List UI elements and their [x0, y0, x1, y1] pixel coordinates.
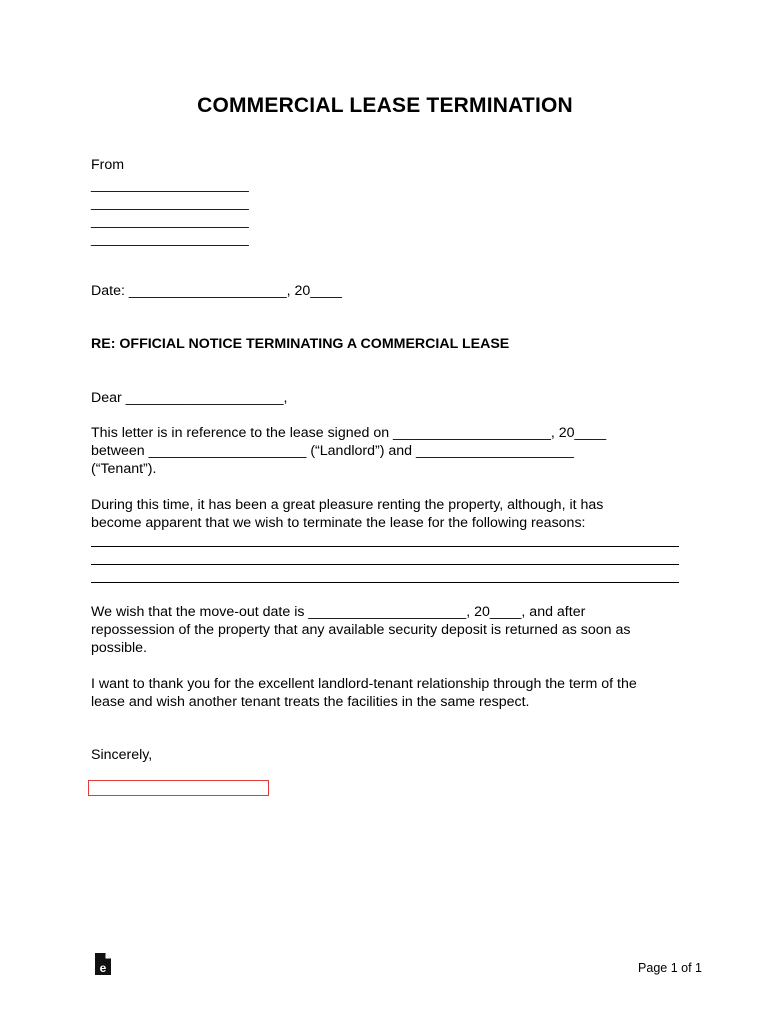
eforms-logo-icon — [93, 952, 113, 976]
document-title: COMMERCIAL LEASE TERMINATION — [197, 94, 573, 117]
paragraph-line: lease and wish another tenant treats the facilities in the same respect. — [91, 694, 530, 710]
paragraph-line: possible. — [91, 640, 147, 656]
re-heading: RE: OFFICIAL NOTICE TERMINATING A COMMERCIAL LEASE — [91, 336, 510, 352]
from-line-3: ____________________ — [91, 213, 249, 229]
from-line-4: ____________________ — [91, 231, 249, 247]
salutation: Dear ____________________, — [91, 390, 288, 406]
reason-blank-line-2 — [91, 564, 679, 565]
reason-blank-line-1 — [91, 546, 679, 547]
paragraph-line: During this time, it has been a great pleasure renting the property, although, it has — [91, 497, 604, 513]
from-line-1: ____________________ — [91, 177, 249, 193]
paragraph-line: This letter is in reference to the lease signed on ____________________, 20____ — [91, 425, 607, 441]
paragraph-line: We wish that the move-out date is ____________________, 20____, and after — [91, 604, 586, 620]
paragraph-line: (“Tenant”). — [91, 461, 157, 477]
from-line-2: ____________________ — [91, 195, 249, 211]
from-label: From — [91, 157, 125, 173]
closing: Sincerely, — [91, 747, 153, 763]
reason-blank-line-3 — [91, 582, 679, 583]
paragraph-line: between ____________________ (“Landlord”) and ____________________ — [91, 443, 574, 459]
svg-text:e: e — [99, 961, 107, 975]
paragraph-line: I want to thank you for the excellent landlord-tenant relationship through the term of the — [91, 676, 637, 692]
paragraph-line: repossession of the property that any available security deposit is returned as soon as — [91, 622, 631, 638]
paragraph-line: become apparent that we wish to terminate the lease for the following reasons: — [91, 515, 586, 531]
date-line: Date: ____________________, 20____ — [91, 283, 342, 299]
page-number: Page 1 of 1 — [638, 961, 702, 975]
signature-field[interactable] — [88, 780, 269, 796]
